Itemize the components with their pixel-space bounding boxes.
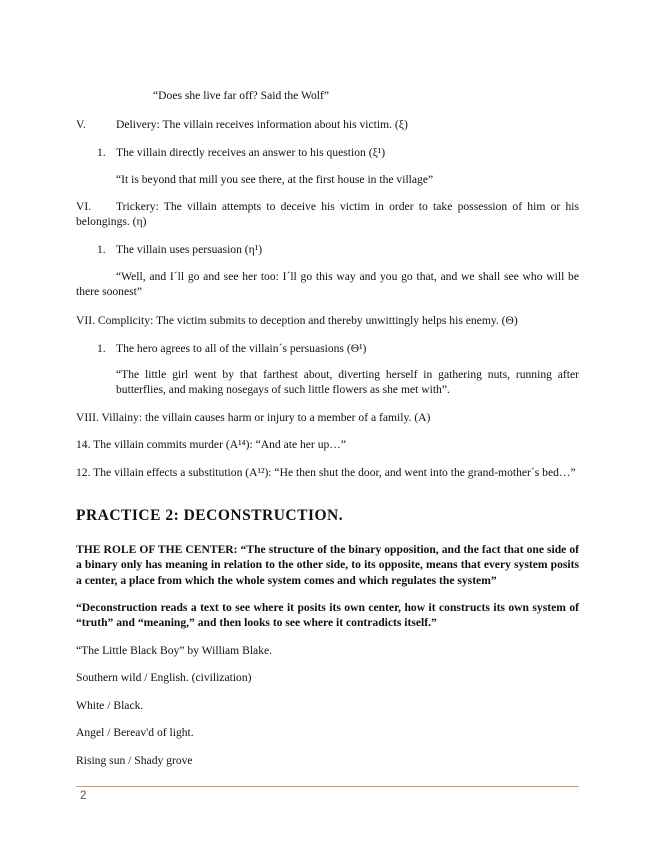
- section-vi: [76, 199, 579, 230]
- section-vi-number: VI.: [76, 200, 92, 213]
- section-vii-text: VII. Complicity: The victim submits to deception and thereby unwittingly helps his enemy. (Θ): [76, 314, 518, 327]
- item-vii1-number: 1.: [97, 342, 106, 355]
- item-v1-number: 1.: [97, 146, 106, 159]
- item-vi1-number: 1.: [97, 243, 106, 256]
- quote-wolf: “Does she live far off? Said the Wolf”: [153, 89, 330, 102]
- quote-little-girl: “The little girl went by that farthest about, diverting herself in gathering nuts, running after butterflies, and making nosegays of such little flowers as she met with”.: [116, 368, 579, 397]
- center-paragraph: THE ROLE OF THE CENTER: “The structure of the binary opposition, and the fact that one side of a binary only has meaning in relation to the other side, to its opposite, means that every system posits a center, a place from which the whole system comes and which regulates the system”: [76, 543, 579, 587]
- section-viii-text: VIII. Villainy: the villain causes harm or injury to a member of a family. (A): [76, 411, 431, 424]
- section-v-text: Delivery: The villain receives information about his victim. (ξ): [116, 118, 408, 131]
- binary-pair-4: Rising sun / Shady grove: [76, 754, 193, 767]
- deconstruction-paragraph: “Deconstruction reads a text to see where it posits its own center, how it constructs its own system of “truth” and “meaning,” and then looks to see where it contradicts itself.”: [76, 601, 579, 630]
- item-a14-text: 14. The villain commits murder (A¹⁴): “And ate her up…”: [76, 438, 347, 451]
- footer-rule: [76, 786, 579, 787]
- item-vi1-text: The villain uses persuasion (η¹): [116, 243, 263, 256]
- section-vi-text: Trickery: The villain attempts to deceive his victim in order to take possession of him or his belongings. (η): [76, 200, 579, 229]
- item-vii1-text: The hero agrees to all of the villain´s persuasions (Θ¹): [116, 342, 367, 355]
- item-v1-text: The villain directly receives an answer to his question (ξ¹): [116, 146, 386, 159]
- binary-pair-3: Angel / Bereav'd of light.: [76, 726, 194, 739]
- quote-soonest: “Well, and I´ll go and see her too: I´ll go this way and you go that, and we shall see who will be there soonest”: [76, 270, 579, 299]
- practice-heading: PRACTICE 2: DECONSTRUCTION.: [76, 507, 344, 524]
- poem-title-line: “The Little Black Boy” by William Blake.: [76, 644, 273, 657]
- quote-mill: “It is beyond that mill you see there, at the first house in the village”: [116, 173, 434, 186]
- item-a12-text: 12. The villain effects a substitution (A¹²): “He then shut the door, and went into the grand-mother´s bed…”: [76, 466, 576, 479]
- section-v-number: V.: [76, 118, 86, 131]
- binary-pair-1: Southern wild / English. (civilization): [76, 671, 252, 684]
- page-number: 2: [80, 790, 87, 802]
- binary-pair-2: White / Black.: [76, 699, 144, 712]
